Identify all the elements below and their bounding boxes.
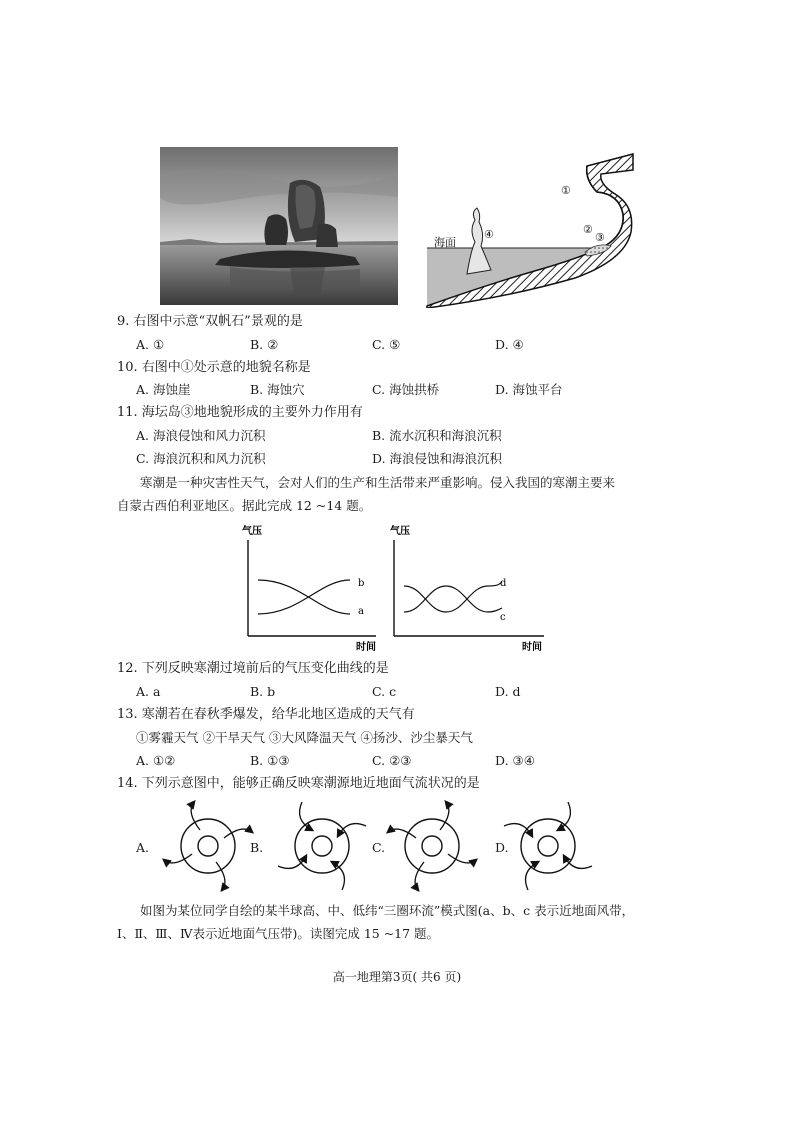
question-9-option-b[interactable]: B. ②: [250, 337, 279, 352]
question-14-option-a-letter[interactable]: A.: [136, 840, 150, 855]
question-14-option-b-letter[interactable]: B.: [250, 840, 264, 855]
curve-label-a: a: [358, 606, 364, 617]
question-13-option-c[interactable]: C. ②③: [372, 753, 412, 768]
curve-d: [404, 586, 502, 612]
question-10-option-c[interactable]: C. 海蚀拱桥: [372, 382, 440, 397]
pressure-chart-right: [378, 522, 548, 654]
question-11-option-c[interactable]: C. 海浪沉积和风力沉积: [136, 451, 266, 466]
curve-label-b: b: [358, 578, 365, 589]
question-9-option-a[interactable]: A. ①: [136, 337, 165, 352]
circulation-intro-line2: Ⅰ、Ⅱ、Ⅲ、Ⅳ表示近地面气压带)。读图完成 15 ~17 题。: [117, 926, 440, 941]
curve-a: [258, 580, 350, 614]
coastal-landform-diagram: [425, 150, 635, 308]
pressure-chart-left: [230, 522, 380, 654]
airflow-diagram-d: [504, 802, 592, 890]
question-13-option-a[interactable]: A. ①②: [136, 753, 176, 768]
diagram-label-4: ④: [484, 228, 494, 241]
airflow-diagram-c: [388, 802, 476, 890]
question-13-items: ①雾霾天气 ②干旱天气 ③大风降温天气 ④扬沙、沙尘暴天气: [136, 730, 473, 745]
airflow-diagram-a: [164, 802, 252, 890]
airflow-diagram-b: [278, 802, 366, 890]
sea-surface-label: 海面: [434, 236, 456, 249]
curve-b: [258, 580, 350, 614]
question-9-option-c[interactable]: C. ⑤: [372, 337, 401, 352]
question-11-option-a[interactable]: A. 海浪侵蚀和风力沉积: [136, 428, 266, 443]
question-12-option-c[interactable]: C. c: [372, 684, 397, 699]
page-footer: 高一地理第3页( 共6 页): [332, 970, 462, 984]
question-10-option-d[interactable]: D. 海蚀平台: [495, 382, 563, 397]
right-chart-xlabel: 时间: [522, 642, 542, 653]
airflow-diagrams: [150, 800, 610, 892]
curve-c: [404, 582, 502, 612]
curve-label-c: c: [500, 612, 506, 623]
question-10-option-a[interactable]: A. 海蚀崖: [136, 382, 191, 397]
question-13-option-d[interactable]: D. ③④: [495, 753, 535, 768]
question-12-option-a[interactable]: A. a: [136, 684, 161, 699]
question-9-stem: 9. 右图中示意“双帆石”景观的是: [117, 314, 303, 329]
question-13-option-b[interactable]: B. ①③: [250, 753, 290, 768]
question-11-option-d[interactable]: D. 海浪侵蚀和海浪沉积: [372, 451, 503, 466]
question-11-option-b[interactable]: B. 流水沉积和海浪沉积: [372, 428, 502, 443]
question-14-option-c-letter[interactable]: C.: [372, 840, 386, 855]
left-chart-ylabel: 气压: [242, 526, 262, 537]
double-sail-rock-photo: [160, 147, 398, 305]
cold-wave-intro-line1: 寒潮是一种灾害性天气，会对人们的生产和生活带来严重影响。侵入我国的寒潮主要来: [140, 475, 616, 490]
question-12-stem: 12. 下列反映寒潮过境前后的气压变化曲线的是: [117, 661, 389, 676]
question-12-option-d[interactable]: D. d: [495, 684, 521, 699]
question-13-stem: 13. 寒潮若在春秋季爆发，给华北地区造成的天气有: [117, 707, 415, 722]
circulation-intro-line1: 如图为某位同学自绘的某半球高、中、低纬“三圈环流”模式图(a、b、c 表示近地面风带，: [140, 903, 635, 918]
diagram-label-3: ③: [595, 231, 605, 244]
curve-label-d: d: [500, 578, 507, 589]
question-14-stem: 14. 下列示意图中，能够正确反映寒潮源地近地面气流状况的是: [117, 776, 480, 791]
question-14-option-d-letter[interactable]: D.: [495, 840, 509, 855]
diagram-label-1: ①: [561, 184, 571, 197]
left-chart-xlabel: 时间: [356, 642, 376, 653]
right-chart-ylabel: 气压: [390, 526, 410, 537]
question-10-option-b[interactable]: B. 海蚀穴: [250, 382, 305, 397]
question-9-option-d[interactable]: D. ④: [495, 337, 524, 352]
question-11-stem: 11. 海坛岛③地地貌形成的主要外力作用有: [117, 405, 363, 420]
diagram-label-2: ②: [583, 223, 593, 236]
question-12-option-b[interactable]: B. b: [250, 684, 276, 699]
cold-wave-intro-line2: 自蒙古西伯利亚地区。据此完成 12 ~14 题。: [117, 498, 372, 513]
question-10-stem: 10. 右图中①处示意的地貌名称是: [117, 360, 311, 375]
